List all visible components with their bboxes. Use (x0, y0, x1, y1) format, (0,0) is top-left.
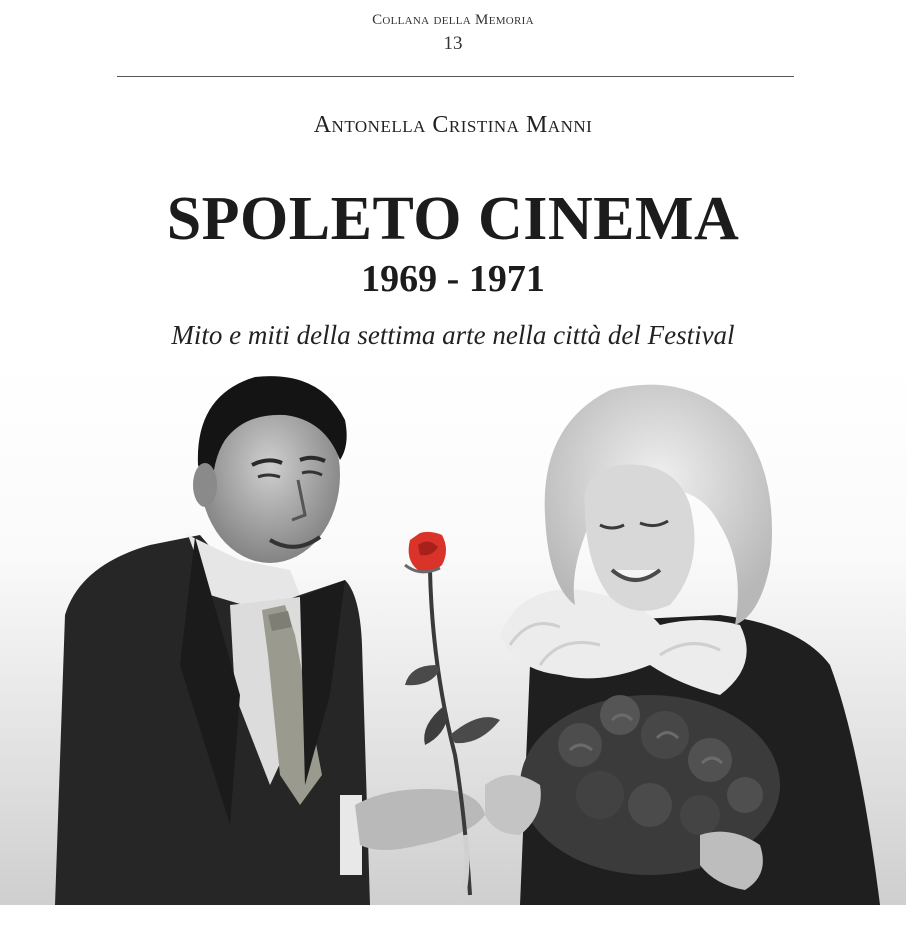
cover-photo (0, 365, 906, 905)
book-title: SPOLETO CINEMA (166, 185, 740, 253)
book-years: 1969 - 1971 (361, 258, 545, 300)
book-subtitle: Mito e miti della settima arte nella città del Festival (171, 320, 735, 350)
header-divider (117, 76, 794, 77)
author-name: Antonella Cristina Manni (313, 112, 593, 138)
series-name: Collana della Memoria (372, 12, 534, 28)
series-number: 13 (443, 33, 463, 54)
